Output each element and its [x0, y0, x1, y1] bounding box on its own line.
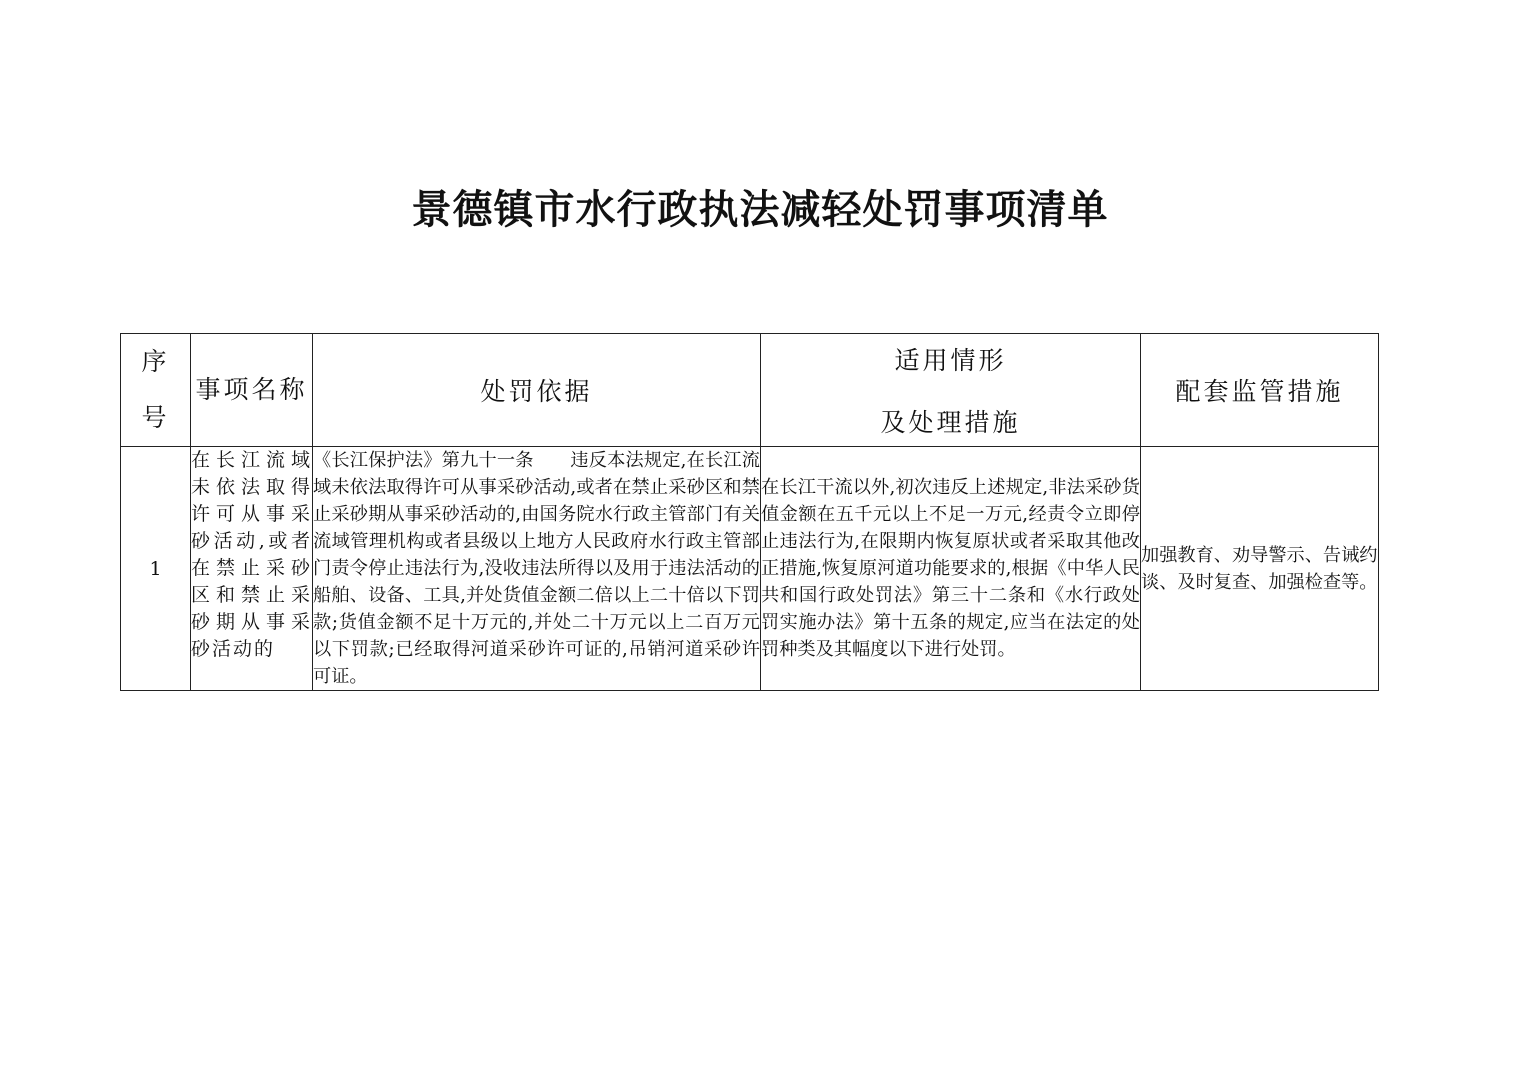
cell-supervision-measures: 加强教育、劝导警示、告诫约谈、及时复查、加强检查等。: [1141, 447, 1379, 691]
penalty-items-table: [120, 333, 1379, 691]
cell-item-name: 在长江流域未依法取得许可从事采砂活动,或者在禁止采砂区和禁止采砂期从事采砂活动的: [191, 447, 313, 691]
header-item-name: 事项名称: [191, 334, 313, 447]
header-situation-line-2: 及处理措施: [880, 408, 1021, 437]
header-situation-line-1: 适用情形: [894, 346, 1007, 375]
header-serial-number-line-1: 序: [141, 347, 170, 376]
page-title: 景德镇市水行政执法减轻处罚事项清单: [411, 186, 1109, 233]
header-penalty-basis: 处罚依据: [313, 334, 761, 447]
table-row: [121, 447, 1379, 691]
header-applicable-situation: [761, 334, 1141, 447]
cell-serial-number: 1: [121, 447, 191, 691]
header-serial-number-line-2: 号: [141, 403, 170, 432]
cell-applicable-situation: 在长江干流以外,初次违反上述规定,非法采砂货值金额在五千元以上不足一万元,经责令立即停止违法行为,在限期内恢复原状或者采取其他改正措施,恢复原河道功能要求的,根据《中华人民共和国行政处罚法》第三十二条和《水行政处罚实施办法》第十五条的规定,应当在法定的处罚种类及其幅度以下进行处罚。: [761, 447, 1141, 691]
cell-penalty-basis: 《长江保护法》第九十一条 违反本法规定,在长江流域未依法取得许可从事采砂活动,或者在禁止采砂区和禁止采砂期从事采砂活动的,由国务院水行政主管部门有关流域管理机构或者县级以上地方人民政府水行政主管部门责令停止违法行为,没收违法所得以及用于违法活动的船舶、设备、工具,并处货值金额二倍以上二十倍以下罚款;货值金额不足十万元的,并处二十万元以上二百万元以下罚款;已经取得河道采砂许可证的,吊销河道采砂许可证。: [313, 447, 761, 691]
header-supervision-measures: 配套监管措施: [1141, 334, 1379, 447]
header-serial-number: [121, 334, 191, 447]
table-header-row: [121, 334, 1379, 447]
